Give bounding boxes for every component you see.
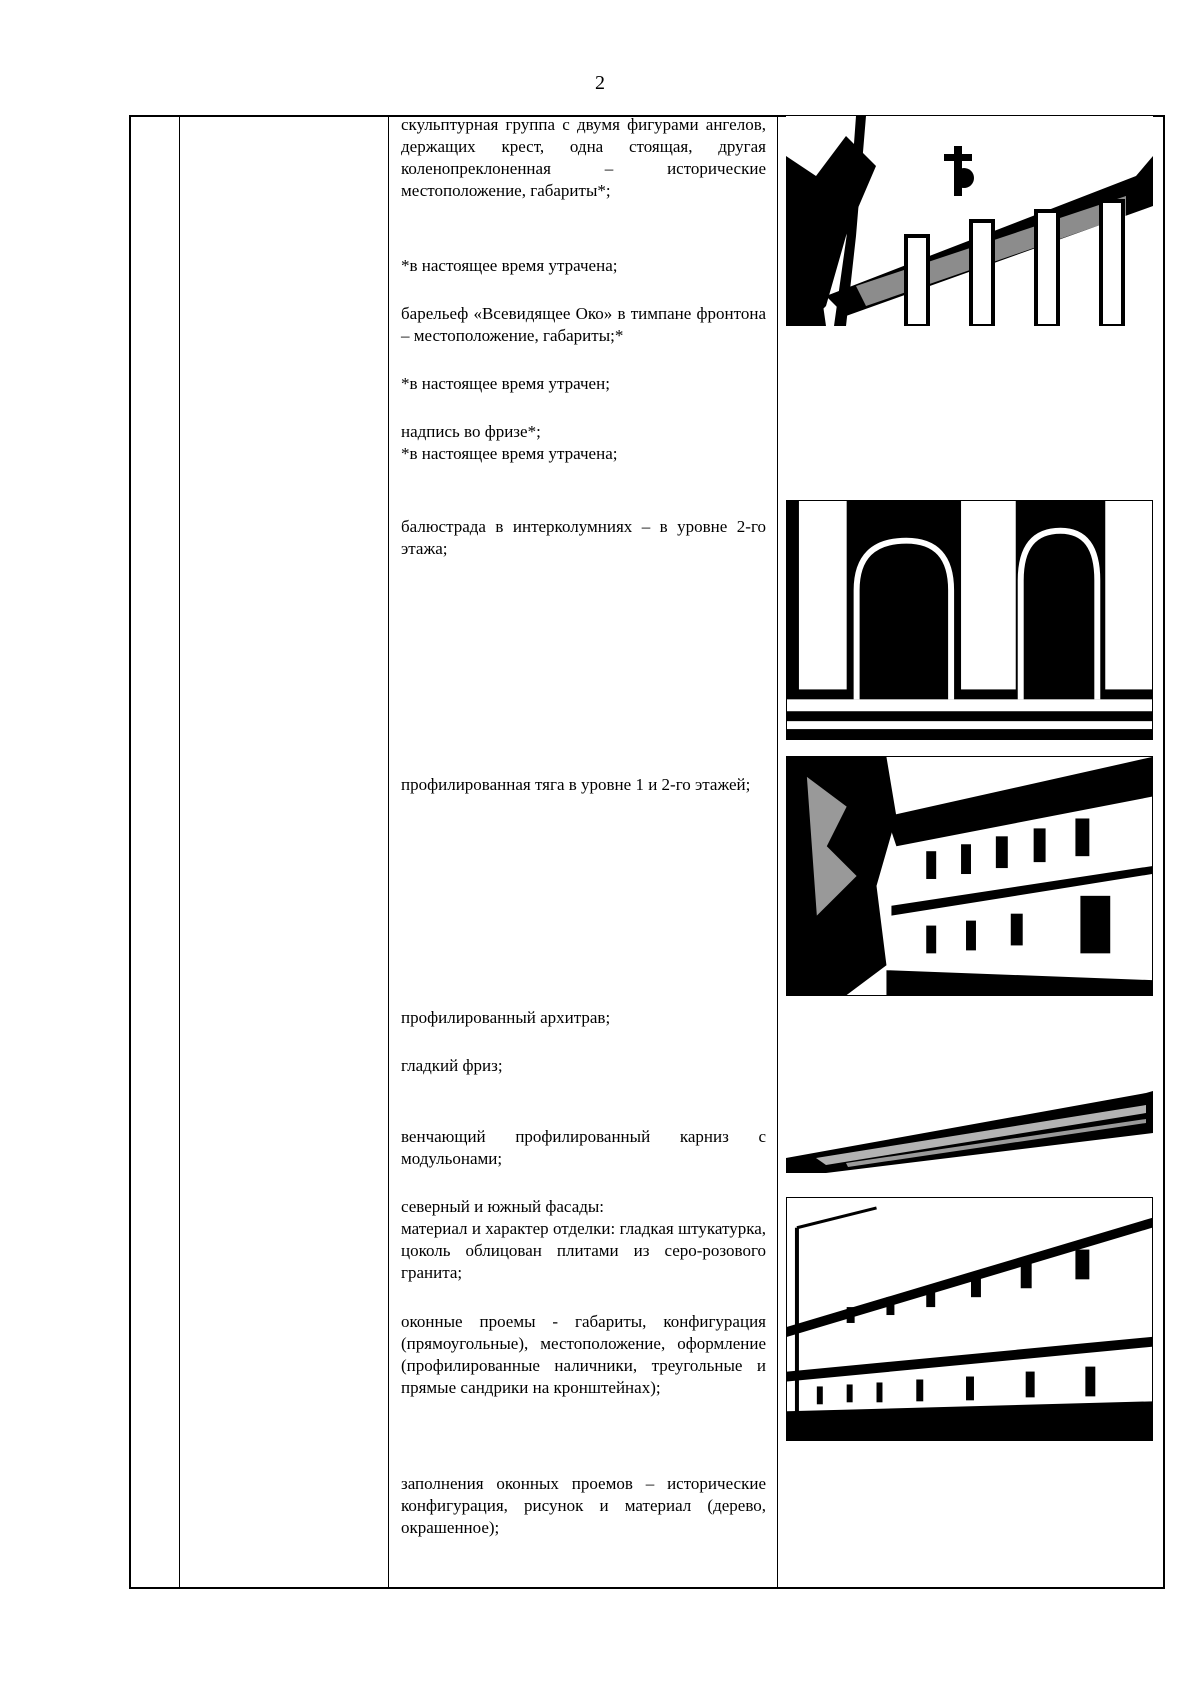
text-line: материал и характер отделки: гладкая штукатурка, цоколь облицован плитами из серо-розового гранита; [401, 1219, 766, 1282]
bas-relief-text [401, 303, 766, 347]
text-line: гладкий фриз; [401, 1056, 503, 1075]
lost-note-text [401, 255, 766, 277]
building-facade-photo [786, 756, 1153, 996]
window-openings-text [401, 1311, 766, 1399]
text-line: заполнения оконных проемов – исторические конфигурация, рисунок и материал (дерево, окрашенное); [401, 1474, 766, 1537]
text-line: *в настоящее время утрачена; [401, 444, 618, 463]
colonnade-photo [786, 500, 1153, 740]
street-facade-photo [786, 1197, 1153, 1441]
column-divider-3 [777, 117, 778, 1587]
text-line: скульптурная группа с двумя фигурами ангелов, держащих крест, одна стоящая, другая коленопреклоненная – исторические местоположение, габариты*; [401, 115, 766, 200]
sculpture-group-text [401, 114, 766, 202]
column-divider-1 [179, 117, 180, 1587]
pediment-photo [786, 116, 1153, 326]
frieze-inscription-text [401, 421, 766, 465]
column-divider-2 [388, 117, 389, 1587]
architrave-text [401, 1007, 766, 1029]
text-line: *в настоящее время утрачен; [401, 374, 610, 393]
text-line: северный и южный фасады: [401, 1197, 605, 1216]
text-line: оконные проемы - габариты, конфигурация (прямоугольные), местоположение, оформление (профилированные наличники, треугольные и прямые сандрики на кронштейнах); [401, 1312, 766, 1397]
facades-text [401, 1196, 766, 1284]
lost-note-text-2 [401, 373, 766, 395]
text-line: венчающий профилированный карниз с модульонами; [401, 1127, 766, 1168]
text-line: *в настоящее время утрачена; [401, 256, 618, 275]
balustrade-text [401, 516, 766, 560]
text-line: профилированный архитрав; [401, 1008, 611, 1027]
frieze-text [401, 1055, 766, 1077]
text-line: надпись во фризе*; [401, 422, 541, 441]
window-fillings-text [401, 1473, 766, 1539]
text-line: профилированная тяга в уровне 1 и 2-го этажей; [401, 775, 751, 794]
text-line: барельеф «Всевидящее Око» в тимпане фронтона – местоположение, габариты;* [401, 304, 766, 345]
string-course-text [401, 774, 766, 796]
cornice-text [401, 1126, 766, 1170]
page-number: 2 [595, 72, 605, 94]
cornice-photo [786, 1083, 1153, 1173]
text-line: балюстрада в интерколумниях – в уровне 2-го этажа; [401, 517, 766, 558]
